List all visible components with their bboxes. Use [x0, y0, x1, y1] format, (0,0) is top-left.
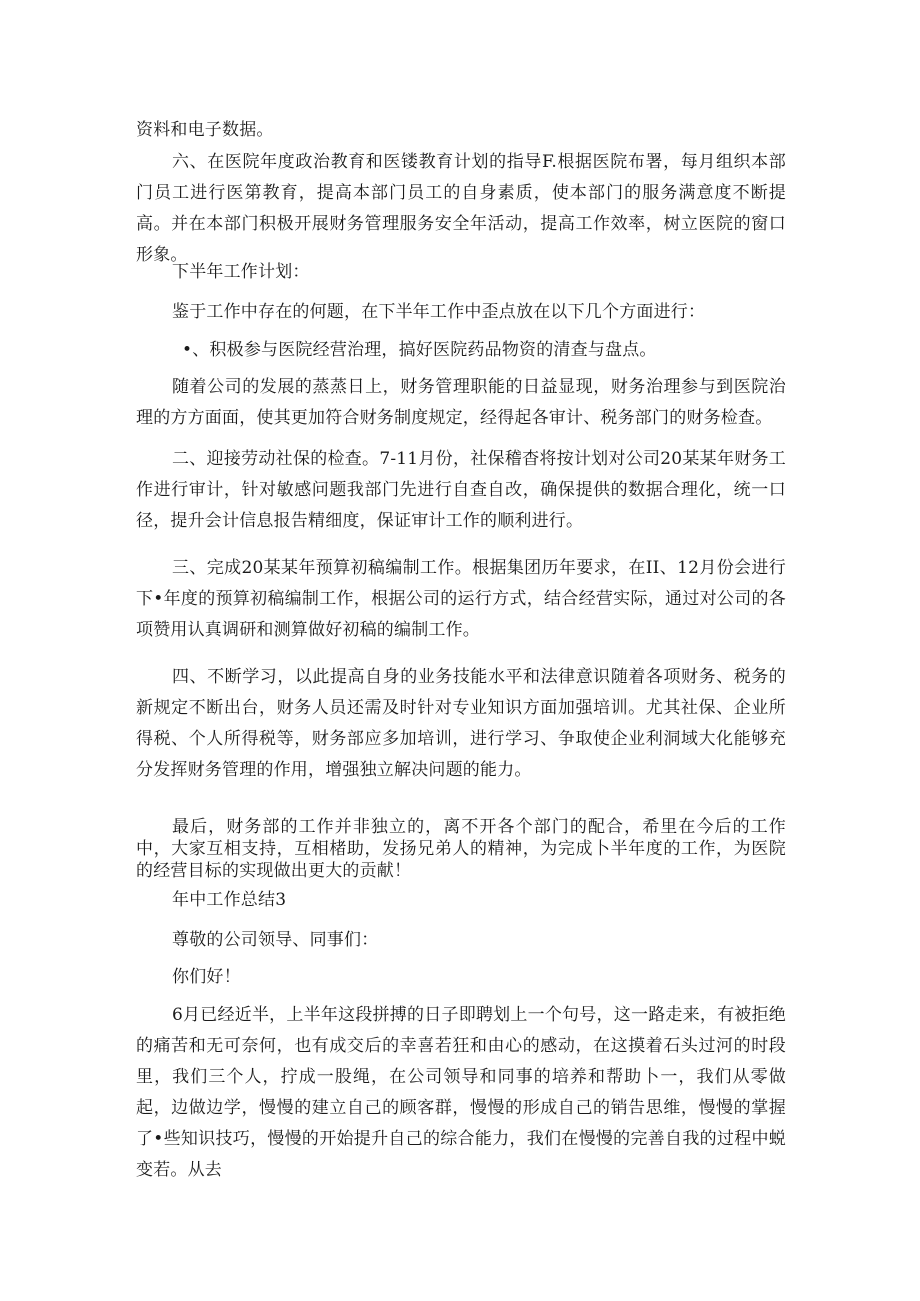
paragraph-item-2: 二、迎接劳动社保的检查。7-11月份，社保稽杳将按计划对公司20某某年财务工作进行审计，针对敏感问题我部门先进行自查自改，确保提供的数据合理化，统一口径，提升会计信息报告精细度，保证审计工作的顺利进行。 [136, 449, 786, 531]
section-heading-plan: 下半年工作计划： [172, 262, 310, 282]
bullet-item-1: •、积极参与医院经营治理，搞好医院药品物资的清查与盘点。 [182, 340, 657, 360]
paragraph-development: 随着公司的发展的蒸蒸日上，财务管理职能的日益显现，财务治理参与到医院治理的方方面面，使其更加符合财务制度规定，经得起各审计、税务部门的财务检查。 [136, 377, 786, 428]
paragraph-item-6: 六、在医院年度政治教育和医镂教育计划的指导F.根据医院布署，每月组织本部门员工进行医第教育，提高本部门员工的自身素质，使本部门的服务满意度不断提高。并在本部门积极开展财务管理服务安全年活动，提高工作效率，树立医院的窗口形象。 [136, 152, 786, 265]
paragraph-item-3: 三、完成20某某年预算初稿编制工作。根据集团历年要求，在II、12月份会进行下•年度的预算初稿编制工作，根据公司的运行方式，结合经营实际，通过对公司的各项赞用认真调研和测算做好初稿的编制工作。 [136, 558, 786, 640]
greeting: 你们好！ [172, 967, 241, 987]
section-heading-summary-3: 年中工作总结3 [172, 890, 287, 910]
paragraph-continuation: 资料和电子数据。 [136, 120, 274, 140]
paragraph-item-4: 四、不断学习，以此提高自身的业务技能水平和法律意识随着各项财务、税务的新规定不断出台，财务人员还需及时针对专业知识方面加强培训。尤其社保、企业所得税、个人所得税等，财务部应多加培训，进行学习、争取使企业利洞域大化能够充分发挥财务管理的作用，增强独立解决问题的能力。 [136, 667, 786, 780]
paragraph-closing: 最后，财务部的工作并非独立的，离不开各个部门的配合，希里在今后的工作中，大家互相支持，互相楮助，发扬兄弟人的精神，为完成卜半年度的工作，为医院的经营目标的实现做出更大的贡献！ [136, 817, 786, 881]
salutation: 尊敬的公司领导、同事们： [172, 930, 379, 950]
paragraph-intro: 鉴于工作中存在的何题，在下半年工作中歪点放在以下几个方面进行： [172, 302, 706, 322]
paragraph-june: 6月已经近半，上半年这段拼搏的日子即聘划上一个句号，这一路走来，有被拒绝的痛苦和无可奈何，也有成交后的幸喜若狂和由心的感动，在这摸着石头过河的时段里，我们三个人，拧成一股绳，在公司领导和同事的培养和帮助卜一，我们从零做起，边做边学，慢慢的建立自己的顾客群，慢慢的形成自己的销告思维，慢慢的掌握了•些知识技巧，慢慢的开始提升自己的综合能力，我们在慢慢的完善自我的过程中蜕变若。从去 [136, 1005, 786, 1180]
